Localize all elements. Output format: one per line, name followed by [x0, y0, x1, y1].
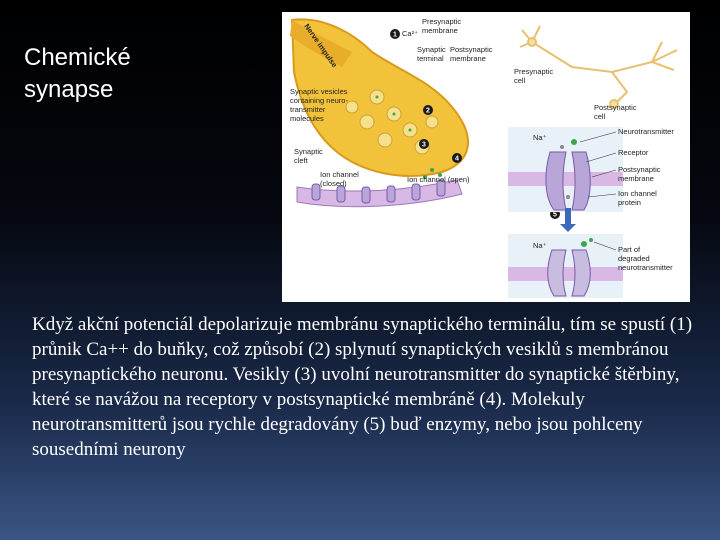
- label-ion-protein-2: protein: [618, 198, 641, 207]
- label-receptor: Receptor: [618, 148, 649, 157]
- slide-body-text: Když akční potenciál depolarizuje membránu synaptického terminálu, tím se spustí (1) průnik Ca++ do buňky, což způsobí (2) splynutí synaptických vesiklů s membránou presynaptického neuronu. Vesikly (3) uvolní neurotransmitter do synaptické štěrbiny, které se navážou na receptory v postsynaptické membráně (4). Molekuly neurotransmitterů jsou rychle degradovány (5) buď enzymy, nebo jsou pohlceny sousedními neurony: [32, 314, 693, 460]
- step-badge-3: [419, 139, 429, 149]
- label-postsynaptic-cell-2: cell: [594, 112, 606, 121]
- label-na-upper: Na⁺: [533, 133, 547, 142]
- label-degraded-1: Part of: [618, 245, 641, 254]
- svg-text:4: 4: [455, 155, 459, 163]
- svg-text:2: 2: [426, 107, 430, 115]
- label-degraded-3: neurotransmitter: [618, 263, 673, 272]
- label-channel-closed-2: (closed): [320, 179, 347, 188]
- label-na-lower: Na⁺: [533, 241, 547, 250]
- label-neurotransmitter: Neurotransmitter: [618, 127, 674, 136]
- label-presynaptic-cell-1: Presynaptic: [514, 67, 554, 76]
- label-postsynaptic-cell-1: Postsynaptic: [594, 103, 637, 112]
- step-badge-2: [423, 105, 433, 115]
- label-post-membrane-2: membrane: [618, 174, 654, 183]
- receptor-panel-lower: [508, 234, 623, 298]
- label-synaptic-terminal-1: Synaptic: [417, 45, 446, 54]
- label-ca: Ca²⁺: [402, 29, 419, 38]
- label-channel-open: Ion channel (open): [407, 175, 470, 184]
- label-vesicles-4: molecules: [290, 114, 324, 123]
- label-post-membrane-1: Postsynaptic: [618, 165, 661, 174]
- label-cleft-2: cleft: [294, 156, 308, 165]
- synapse-diagram: [282, 12, 690, 302]
- label-vesicles-2: containing neuro-: [290, 96, 348, 105]
- label-ion-protein-1: Ion channel: [618, 189, 657, 198]
- slide-title: [24, 42, 274, 106]
- label-synaptic-terminal-2: terminal: [417, 54, 444, 63]
- label-presynaptic-membrane-2: membrane: [422, 26, 458, 35]
- label-presynaptic-cell-2: cell: [514, 76, 526, 85]
- svg-text:1: 1: [393, 31, 397, 39]
- label-postsynaptic-membrane-1: Postsynaptic: [450, 45, 493, 54]
- label-postsynaptic-membrane-2: membrane: [450, 54, 486, 63]
- label-cleft-1: Synaptic: [294, 147, 323, 156]
- label-channel-closed-1: Ion channel: [320, 170, 359, 179]
- svg-text:5: 5: [553, 211, 557, 219]
- label-presynaptic-membrane-1: Presynaptic: [422, 17, 462, 26]
- label-nerve-impulse: Nerve impulse: [302, 21, 340, 70]
- slide-title-line-1: Chemické: [24, 44, 131, 71]
- step-badge-1a: [390, 29, 400, 39]
- svg-text:3: 3: [422, 141, 426, 149]
- label-vesicles-1: Synaptic vesicles: [290, 87, 348, 96]
- label-degraded-2: degraded: [618, 254, 650, 263]
- receptor-panel-upper: [508, 127, 623, 212]
- slide-title-line-2: synapse: [24, 76, 114, 103]
- step-badge-4: [452, 153, 462, 163]
- label-vesicles-3: transmitter: [290, 105, 326, 114]
- synapse-figure: [282, 12, 690, 302]
